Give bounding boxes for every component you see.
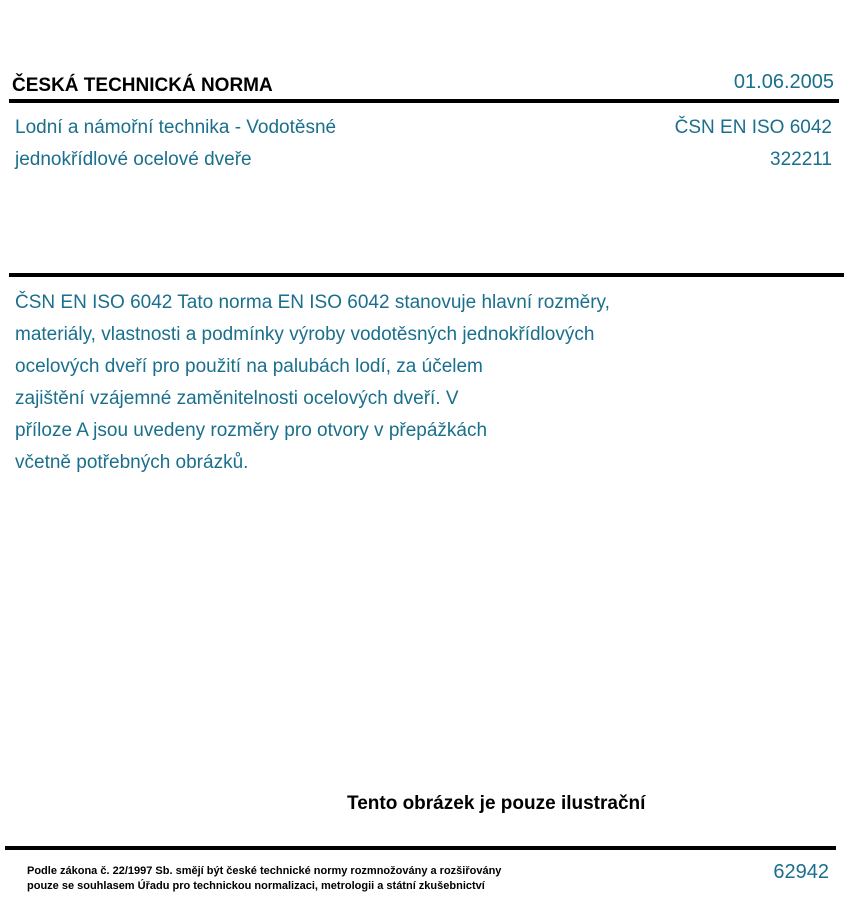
abstract-line: zajištění vzájemné zaměnitelnosti ocelových dveří. V xyxy=(15,388,459,409)
document-type-heading: ČESKÁ TECHNICKÁ NORMA xyxy=(12,75,273,96)
illustrative-notice: Tento obrázek je pouze ilustrační xyxy=(347,793,646,814)
publication-date: 01.06.2005 xyxy=(733,71,834,93)
legal-notice xyxy=(27,864,501,894)
footer-rule xyxy=(5,846,836,850)
legal-notice-line: Podle zákona č. 22/1997 Sb. smějí být české technické normy rozmnožovány a rozšiřovány xyxy=(27,865,502,877)
abstract-line: materiály, vlastnosti a podmínky výroby vodotěsných jednokřídlových xyxy=(15,324,595,345)
document-number: 62942 xyxy=(773,861,829,883)
section-rule xyxy=(9,273,844,277)
header-rule xyxy=(9,99,839,103)
abstract-line: ČSN EN ISO 6042 Tato norma EN ISO 6042 stanovuje hlavní rozměry, xyxy=(15,292,610,313)
abstract-line: ocelových dveří pro použití na palubách lodí, za účelem xyxy=(15,356,483,377)
standard-title-line-2: jednokřídlové ocelové dveře xyxy=(15,149,252,170)
norm-code: ČSN EN ISO 6042 xyxy=(674,117,832,138)
abstract-text xyxy=(15,290,610,482)
legal-notice-line: pouze se souhlasem Úřadu pro technickou normalizaci, metrologii a státní zkušebnictví xyxy=(27,880,485,892)
standard-title-line-1: Lodní a námořní technika - Vodotěsné xyxy=(15,117,337,138)
abstract-line: včetně potřebných obrázků. xyxy=(15,452,249,473)
classification-code: 322211 xyxy=(770,149,832,170)
abstract-line: příloze A jsou uvedeny rozměry pro otvory v přepážkách xyxy=(15,420,488,441)
